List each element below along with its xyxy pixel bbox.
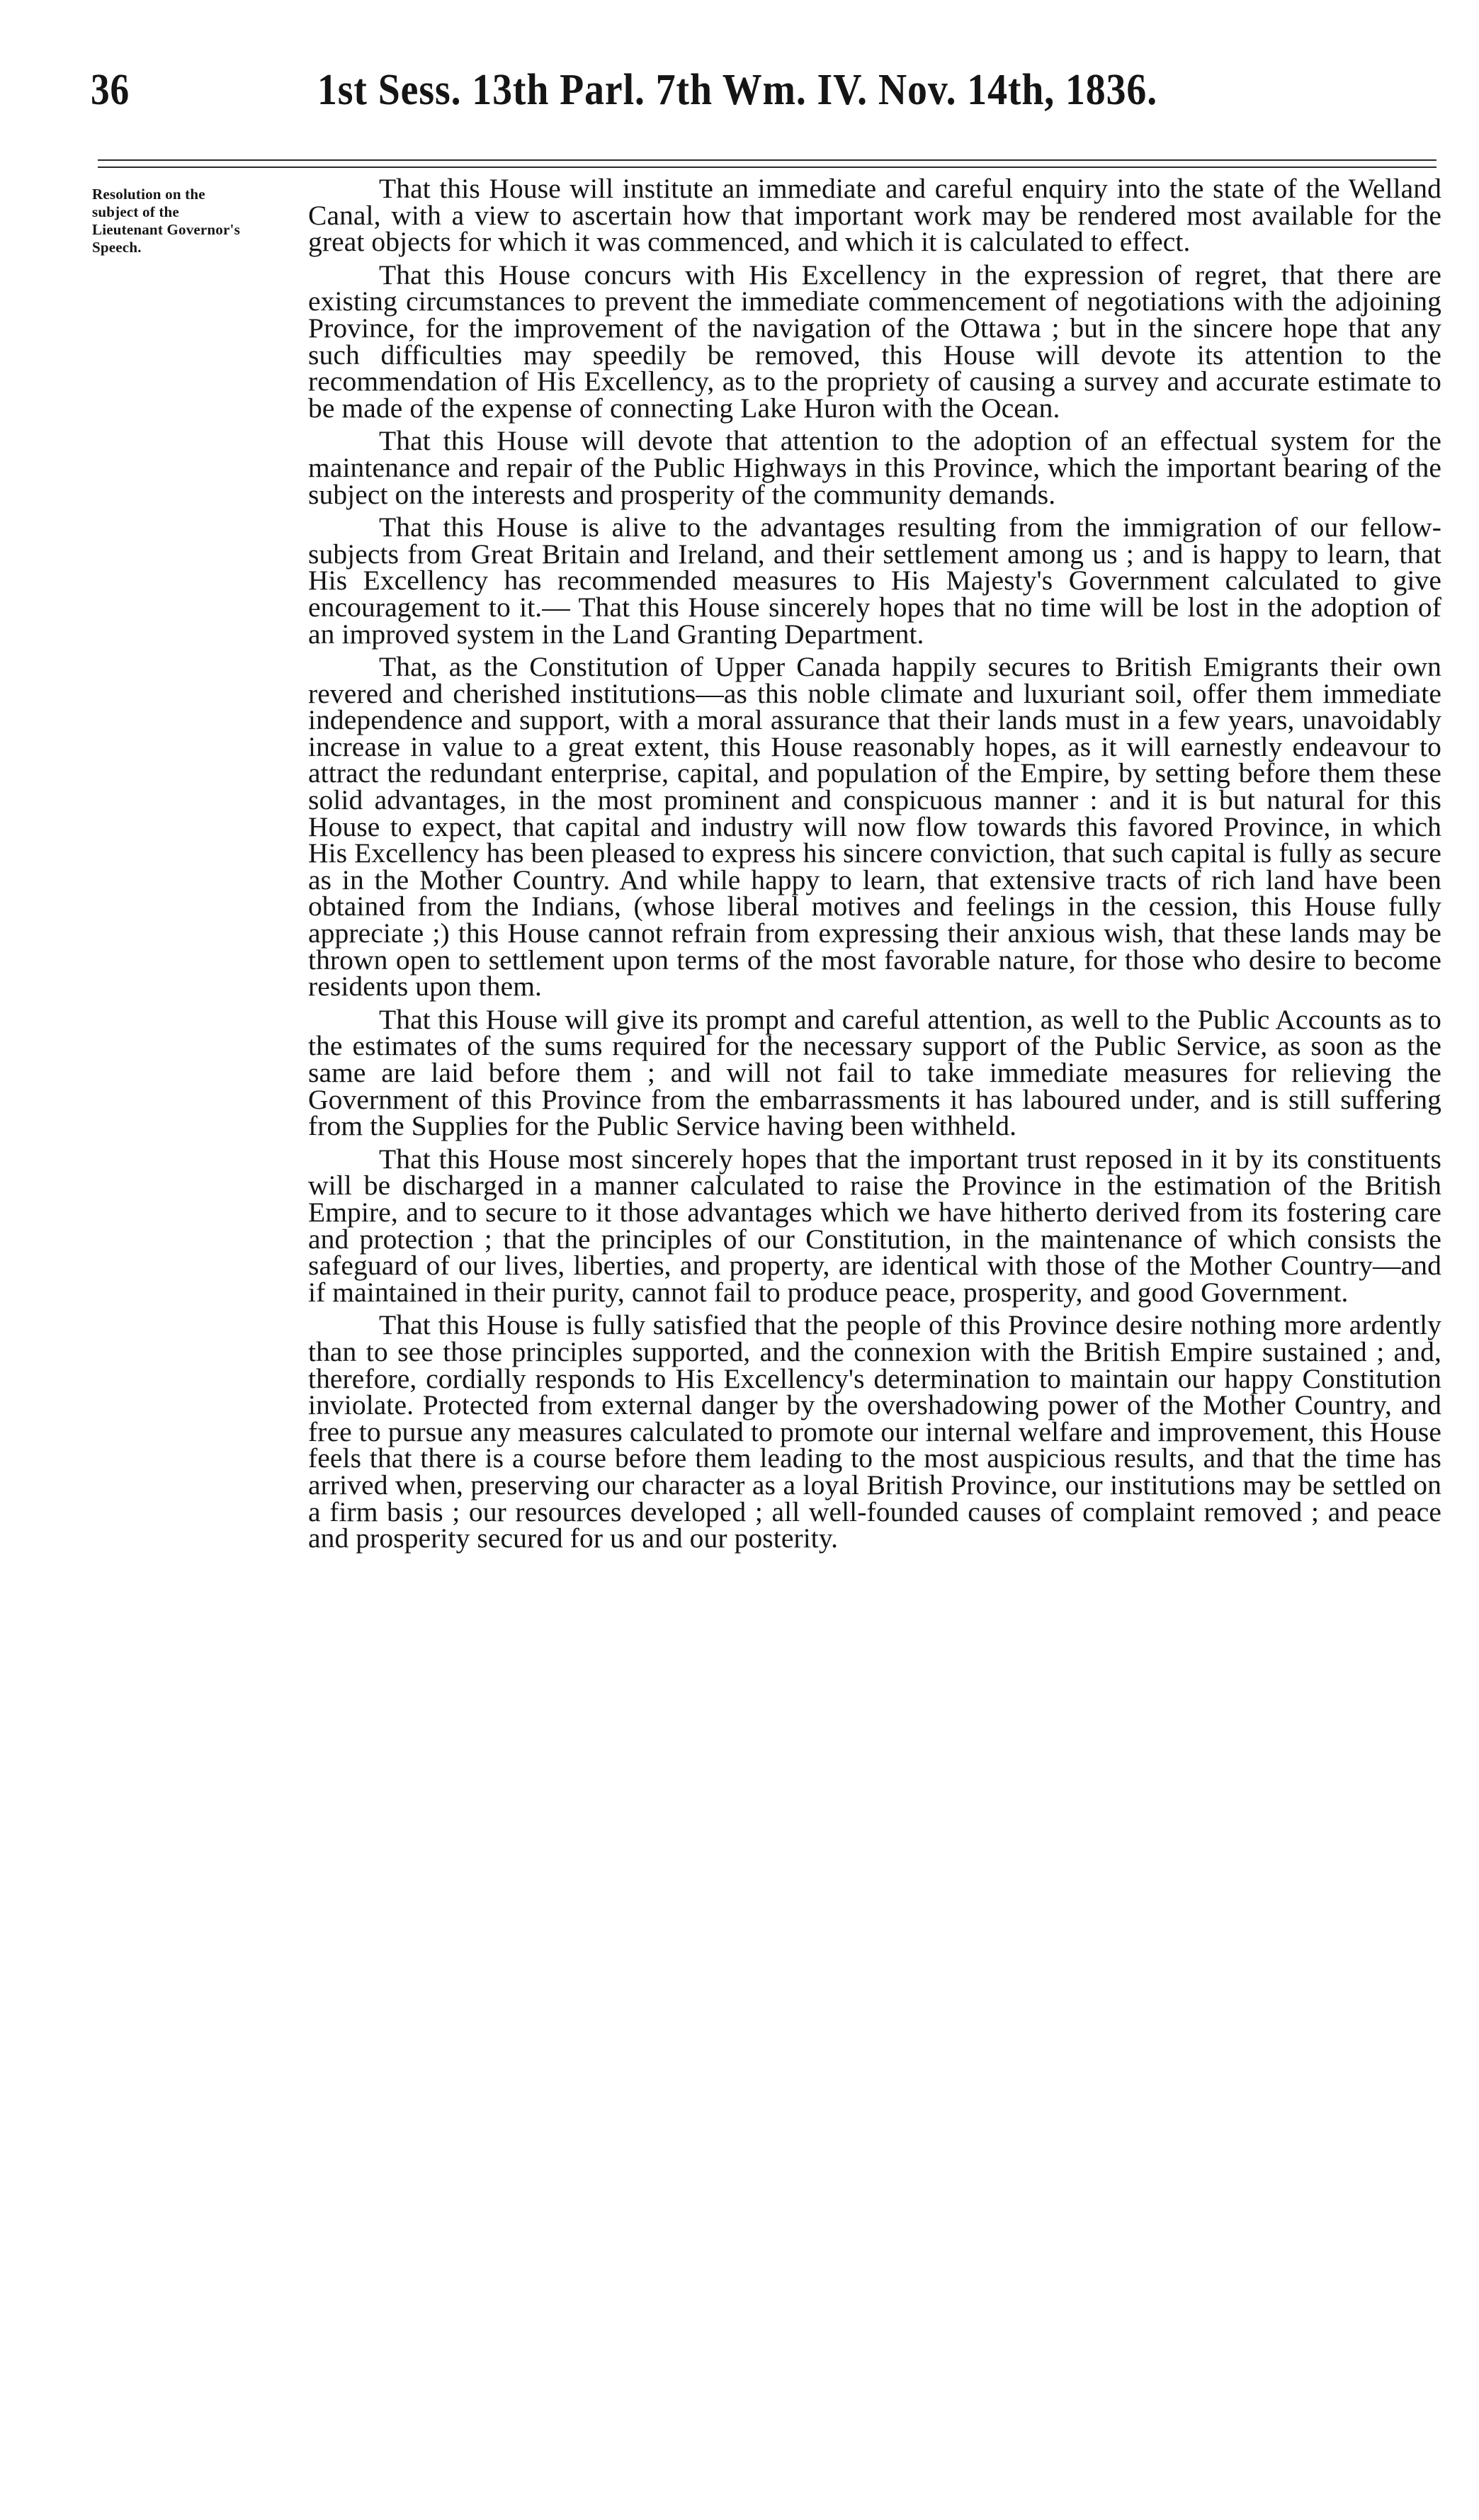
- paragraph: That this House most sincerely hopes that the important trust reposed in it by its constituents will be discharged in a manner calculated to raise the Province in the estimation of the British Empire, and to secure to it those advantages which we have hitherto derived from its fostering care and protection ; that the principles of our Constitution, in the maintenance of which consists the safeguard of our lives, liberties, and property, are identical with those of the Mother Country—and if maintained in their purity, cannot fail to produce peace, prosperity, and good Government.: [308, 1143, 1441, 1308]
- paragraph: That this House will devote that attention to the adoption of an effectual system for the maintenance and repair of the Public Highways in this Province, which the important bearing of the subject on the interests and prosperity of the community demands.: [308, 425, 1441, 510]
- paragraph: That this House is fully satisfied that the people of this Province desire nothing more ardently than to see those principles supported, and the connexion with the British Empire sustained ; and, therefore, cordially responds to His Excellency's determination to maintain our happy Constitution inviolate. Protected from external danger by the overshadowing power of the Mother Country, and free to pursue any measures calculated to promote our internal welfare and improvement, this House feels that there is a course before them leading to the most auspicious results, and that the time has arrived when, preserving our character as a loyal British Province, our institutions may be settled on a firm basis ; our resources developed ; all well-founded causes of complaint removed ; and peace and prosperity secured for us and our posterity.: [308, 1309, 1441, 1554]
- paragraph: That this House is alive to the advantages resulting from the immigration of our fellow-subjects from Great Britain and Ireland, and their settlement among us ; and is happy to learn, that His Excellency has recommended measures to His Majesty's Government calculated to give encouragement to it.— That this House sincerely hopes that no time will be lost in the adoption of an improved system in the Land Granting Department.: [308, 512, 1441, 650]
- marginal-note: Resolution on the subject of the Lieutenant Governor's Speech.: [92, 186, 240, 256]
- paragraph: That this House will institute an immediate and careful enquiry into the state of the Welland Canal, with a view to ascertain how that important work may be rendered most available for the great objects for which it was commenced, and which it is calculated to effect.: [308, 173, 1441, 258]
- page-number: 36: [91, 66, 130, 114]
- body-text: [308, 173, 1441, 1559]
- paragraph: That this House will give its prompt and careful attention, as well to the Public Accounts as to the estimates of the sums required for the necessary support of the Public Service, as soon as the same are laid before them ; and will not fail to take immediate measures for relieving the Government of this Province from the embarrassments it has laboured under, and is still suffering from the Supplies for the Public Service having been withheld.: [308, 1003, 1441, 1142]
- header-rule: [98, 159, 1436, 168]
- page-header: [91, 65, 1436, 136]
- paragraph: That this House concurs with His Excellency in the expression of regret, that there are existing circumstances to prevent the immediate commencement of negotiations with the adjoining Province, for the improvement of the navigation of the Ottawa ; but in the sincere hope that any such difficulties may speedily be removed, this House will devote its attention to the recommendation of His Excellency, as to the propriety of causing a survey and accurate estimate to be made of the expense of connecting Lake Huron with the Ocean.: [308, 259, 1441, 424]
- running-head: 1st Sess. 13th Parl. 7th Wm. IV. Nov. 14th, 1836.: [317, 66, 1158, 114]
- paragraph: That, as the Constitution of Upper Canada happily secures to British Emigrants their own revered and cherished institutions—as this noble climate and luxuriant soil, offer them immediate independence and support, with a moral assurance that their lands must in a few years, unavoidably increase in value to a great extent, this House reasonably hopes, as it will earnestly endeavour to attract the redundant enterprise, capital, and population of the Empire, by setting before them these solid advantages, in the most prominent and conspicuous manner : and it is but natural for this House to expect, that capital and industry will now flow towards this favored Province, in which His Excellency has been pleased to express his sincere conviction, that such capital is fully as secure as in the Mother Country. And while happy to learn, that extensive tracts of rich land have been obtained from the Indians, (whose liberal motives and feelings in the cession, this House fully appreciate ;) this House cannot refrain from expressing their anxious wish, that these lands may be thrown open to settlement upon terms of the most favorable nature, for those who desire to become residents upon them.: [308, 651, 1441, 1002]
